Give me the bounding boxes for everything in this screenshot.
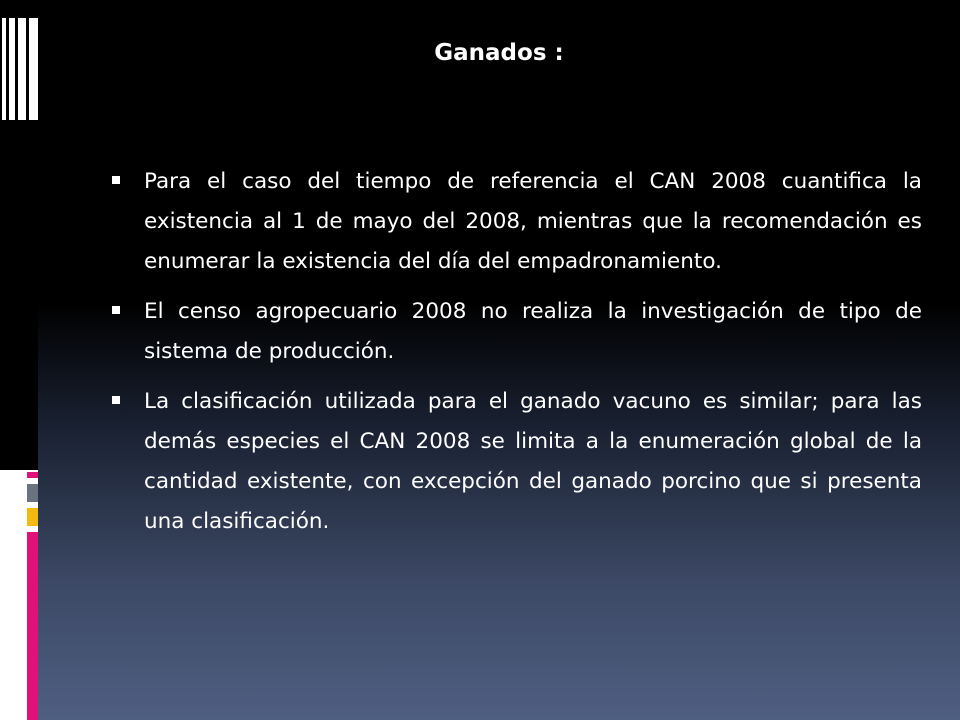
decorative-bars-top xyxy=(0,0,38,150)
square-bullet-icon xyxy=(112,306,120,314)
list-item xyxy=(112,162,922,282)
list-item xyxy=(112,292,922,372)
square-bullet-icon xyxy=(112,396,120,404)
bullet-list xyxy=(112,162,922,552)
square-bullet-icon xyxy=(112,176,120,184)
slide-title: Ganados : xyxy=(434,40,564,66)
bullet-text: Para el caso del tiempo de referencia el CAN 2008 cuantifica la existencia al 1 de mayo del 2008, mientras que la recomendación es enumerar la existencia del día del empadronamiento. xyxy=(144,169,922,274)
bullet-text: La clasificación utilizada para el ganado vacuno es similar; para las demás especies el CAN 2008 se limita a la enumeración global de la cantidad existente, con excepción del ganado porcino que si presenta una clasificación. xyxy=(144,389,922,534)
bullet-text: El censo agropecuario 2008 no realiza la investigación de tipo de sistema de producción. xyxy=(144,299,922,364)
left-margin xyxy=(0,150,38,470)
decorative-bars-bottom xyxy=(0,470,38,720)
list-item xyxy=(112,382,922,542)
